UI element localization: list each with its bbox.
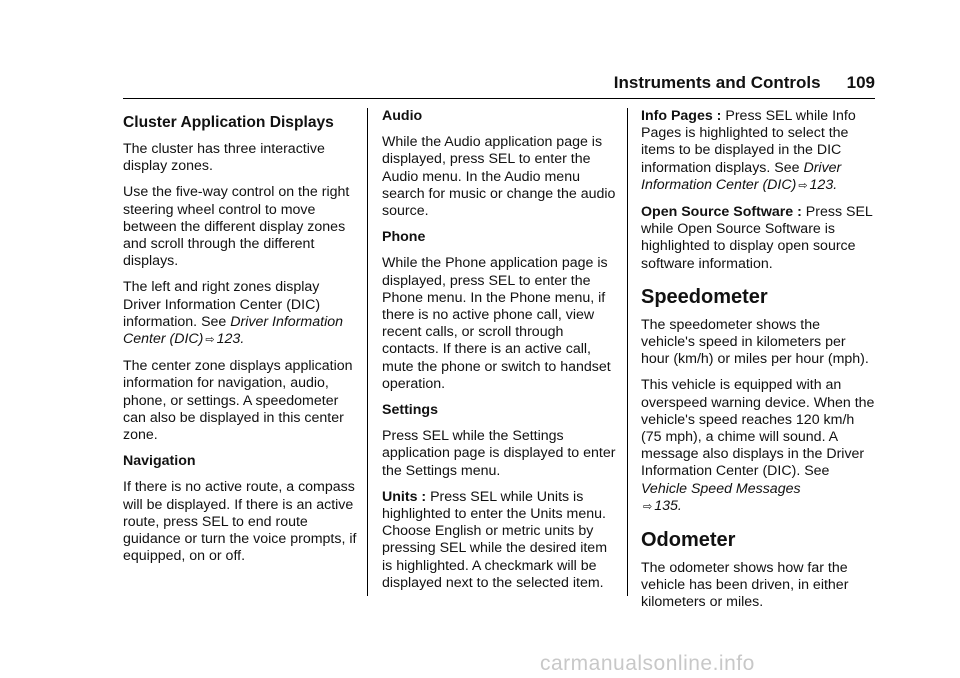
cross-reference-link[interactable]: Driver Information Center (DIC) [641, 159, 842, 193]
term-label: Open Source Software : [641, 204, 802, 221]
column-divider [627, 108, 628, 596]
section-title: Instruments and Controls [613, 73, 821, 92]
subheading-audio: Audio [382, 108, 423, 124]
term-label: Info Pages : [641, 108, 722, 124]
column-2 [382, 108, 618, 601]
subheading-settings: Settings [382, 402, 438, 419]
paragraph: If there is no active route, a compass will be displayed. If there is an active route, press SEL to end route guidance or turn the voice prompts, if equipped, on or off. [123, 479, 357, 565]
subheading-phone: Phone [382, 229, 426, 246]
paragraph: While the Phone application page is displayed, press SEL to enter the Phone menu. In the Phone menu, if there is no active phone call, view recent calls, or scroll through contacts. If there is an active call, mute the phone or switch to handset operation. [382, 255, 611, 392]
paragraph: While the Audio application page is displayed, press SEL to enter the Audio menu. In the Audio menu search for music or change the audio source. [382, 134, 616, 220]
section-heading: Speedometer [641, 285, 768, 308]
cross-reference-page[interactable]: 123 [216, 331, 241, 348]
cross-reference-link[interactable]: Driver Information Center (DIC) [123, 313, 344, 348]
column-3 [641, 108, 877, 621]
section-heading: Odometer [641, 529, 736, 552]
paragraph: Units : Press SEL while Units is highlighted to enter the Units menu. Choose English or metric units by pressing SEL while the desired item is highlighted. A checkmark will be displayed next to the selected item. [382, 488, 608, 591]
cross-reference-page[interactable]: 123 [809, 176, 834, 193]
cross-reference-link[interactable]: Vehicle Speed Messages [641, 480, 801, 497]
paragraph: This vehicle is equipped with an overspeed warning device. When the vehicle's speed reaches 120 km/h (75 mph), a chime will sound. A message also displays in the Driver Information Center (DIC). See Vehicle Speed Messages ⇨ 135. [641, 377, 875, 514]
paragraph: Press SEL while the Settings application page is displayed to enter the Settings menu. [382, 428, 616, 479]
page-header [123, 70, 875, 99]
paragraph: The cluster has three interactive display zones. [123, 141, 325, 175]
page-ref-icon: ⇨ [798, 179, 808, 192]
paragraph: Info Pages : Press SEL while Info Pages is highlighted to select the items to be displayed in the DIC information displays. See Driver Information Center (DIC) ⇨ 123. [641, 108, 856, 193]
paragraph: Open Source Software : Press SEL while Open Source Software is highlighted to display open source software information. [641, 204, 873, 272]
term-label: Units : [382, 488, 427, 505]
paragraph: The center zone displays application information for navigation, audio, phone, or settings. A speedometer can also be displayed in this center zone. [123, 358, 353, 444]
column-1 [123, 108, 359, 574]
paragraph: Use the five-way control on the right steering wheel control to move between the different display zones and scroll through the different displays. [123, 184, 350, 270]
watermark-text: carmanualsonline.info [540, 652, 755, 675]
paragraph: The odometer shows how far the vehicle has been driven, in either kilometers or miles. [641, 560, 849, 611]
page-ref-icon: ⇨ [205, 334, 215, 347]
page-ref-icon: ⇨ [643, 500, 653, 513]
page-number: 109 [846, 73, 875, 92]
paragraph: The left and right zones display Driver Information Center (DIC) information. See Driver Information Center (DIC) ⇨ 123. [123, 279, 344, 348]
column-divider [367, 108, 368, 596]
paragraph: The speedometer shows the vehicle's speed in kilometers per hour (km/h) or miles per hour (mph). [641, 316, 869, 368]
cross-reference-page[interactable]: 135 [654, 497, 678, 514]
subheading-navigation: Navigation [123, 453, 196, 470]
section-heading: Cluster Application Displays [123, 114, 334, 131]
